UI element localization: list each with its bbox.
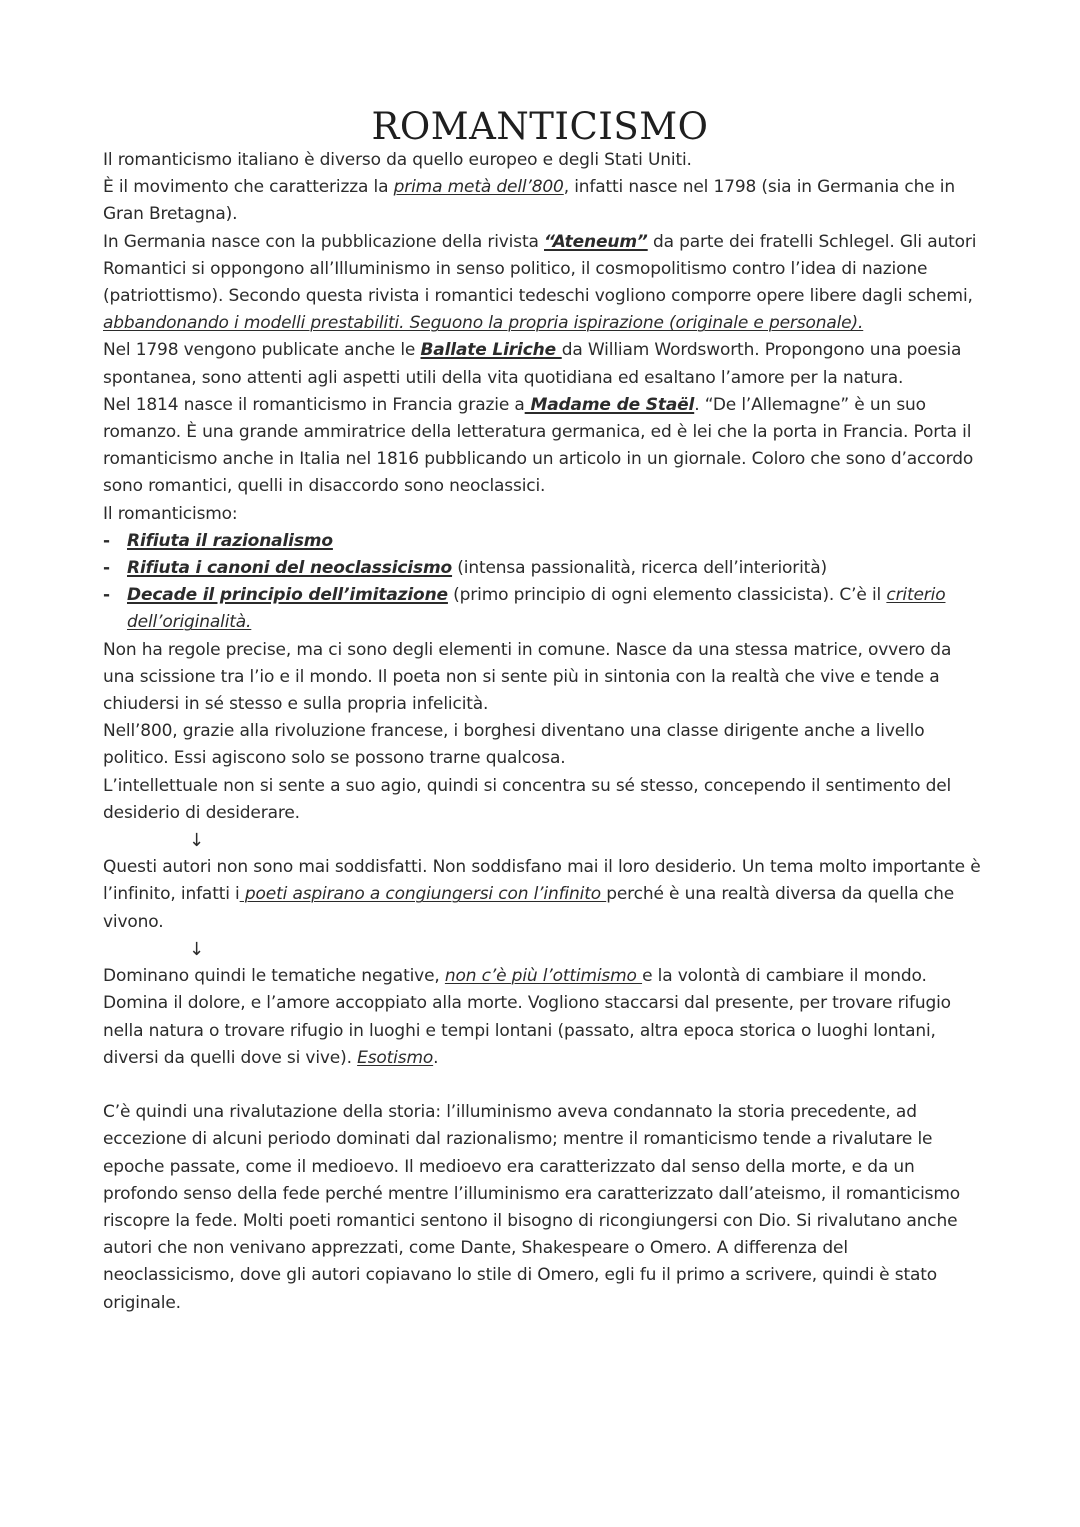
paragraph-infinite <box>103 854 981 936</box>
paragraph-text: C’è quindi una rivalutazione della storia: l’illuminismo aveva condannato la storia precedente, ad eccezione di alcuni periodo dominati dal razionalismo; mentre il romanticismo tende a rivalutare le epoche passate, come il medioevo. Il medioevo era caratterizzato dal senso della morte, e da un profondo senso della fede perché mentre l’illuminismo era caratterizzato dall’ateismo, il romanticismo riscopre la fede. Molti poeti romantici sentono il bisogno di ricongiungersi con Dio. Si rivalutano anche autori che non venivano apprezzati, come Dante, Shakespeare o Omero. A differenza del neoclassicismo, dove gli autori copiavano lo stile di Omero, egli fu il primo a scrivere, quindi è stato originale. <box>103 1102 961 1313</box>
paragraph-text: . <box>433 1047 439 1068</box>
paragraph-negative-themes <box>103 963 981 1072</box>
paragraph-text: Nel 1814 nasce il romanticismo in Francia grazie a <box>103 394 525 415</box>
paragraph-matrix <box>103 637 981 719</box>
paragraph-text: da parte dei fratelli Schlegel. Gli autori Romantici si oppongono all’Illuminismo in senso politico, il cosmopolitismo contro l’idea di nazione (patriottismo). Secondo questa rivista i romantici tedeschi vogliono comporre opere libere dagli schemi, <box>103 231 977 307</box>
paragraph-intellectual <box>103 773 981 827</box>
emphasis-esotismo: Esotismo <box>357 1047 434 1068</box>
list-bullet: - <box>103 585 110 606</box>
list-item <box>103 582 981 636</box>
list-bullet: - <box>103 530 110 551</box>
paragraph-text: Dominano quindi le tematiche negative, <box>103 966 445 987</box>
page-title: ROMANTICISMO <box>371 105 709 148</box>
paragraph-text: In Germania nasce con la pubblicazione della rivista <box>103 231 544 252</box>
paragraph-text: . “De l’Allemagne” è un suo romanzo. È una grande ammiratrice della letteratura germanica, ed è lei che la porta in Francia. Porta il romanticismo anche in Italia nel 1816 pubblicando un articolo in un giornale. Coloro che sono d’accordo sono romantici, quelli in disaccordo sono neoclassici. <box>103 394 974 497</box>
list-bullet: - <box>103 558 110 579</box>
paragraph-text: , infatti nasce nel 1798 (sia in Germania che in Gran Bretagna). <box>103 177 956 225</box>
list-item-emphasis: Rifiuta il razionalismo <box>127 530 333 551</box>
features-list <box>103 528 981 637</box>
paragraph-text: Questi autori non sono mai soddisfatti. Non soddisfano mai il loro desiderio. Un tema molto importante è l’infinito, infatti i <box>103 857 981 905</box>
paragraph-text: Nell’800, grazie alla rivoluzione francese, i borghesi diventano una classe dirigente anche a livello politico. Essi agiscono solo se possono trarne qualcosa. <box>103 721 925 769</box>
emphasis-ateneum: “Ateneum” <box>544 231 648 252</box>
paragraph-text: Non ha regole precise, ma ci sono degli elementi in comune. Nasce da una stessa matrice, ovvero da una scissione tra l’io e il mondo. Il poeta non si sente più in sintonia con la realtà che vive e tende a chiudersi in sé stesso e sulla propria infelicità. <box>103 639 952 715</box>
paragraph-text: perché è una realtà diversa da quella che vivono. <box>103 884 955 932</box>
paragraph-text: L’intellettuale non si sente a suo agio, quindi si concentra su sé stesso, concependo il sentimento del desiderio di desiderare. <box>103 775 952 823</box>
emphasis-ballate-liriche: Ballate Liriche <box>420 340 562 361</box>
emphasis-no-optimism: non c’è più l’ottimismo <box>444 966 643 987</box>
paragraph-text: e la volontà di cambiare il mondo. Domina il dolore, e l’amore accoppiato alla morte. Vogliono staccarsi dal presente, per trovare rifugio nella natura o trovare rifugio in luoghi e tempi lontani (passato, altra epoca storica o luoghi lontani, diversi da quelli dove si vive). <box>103 966 951 1068</box>
list-item-text: (primo principio di ogni elemento classicista). C’è il <box>447 585 887 606</box>
paragraph-germany <box>103 229 981 338</box>
paragraph-britain <box>103 337 981 391</box>
paragraph-text: Il romanticismo italiano è diverso da quello europeo e degli Stati Uniti. <box>103 150 692 170</box>
emphasis-period: prima metà dell’800 <box>393 177 564 198</box>
paragraph-text: È il movimento che caratterizza la <box>103 177 394 198</box>
paragraph-intro <box>103 147 981 174</box>
paragraph-period <box>103 174 981 228</box>
paragraph-list-intro <box>103 501 981 528</box>
paragraph-spacer <box>103 1072 981 1099</box>
paragraph-text: da William Wordsworth. Propongono una poesia spontanea, sono attenti agli aspetti utili della vita quotidiana ed esaltano l’amore per la natura. <box>103 340 962 388</box>
paragraph-bourgeois <box>103 718 981 772</box>
list-item-emphasis-originality: criterio dell’originalità. <box>127 585 946 633</box>
emphasis-abandon-models: abbandonando i modelli prestabiliti. Seguono la propria ispirazione (originale e personale). <box>103 313 864 334</box>
arrow-down-icon: ↓ <box>189 938 204 960</box>
paragraph-history <box>103 1099 981 1317</box>
emphasis-infinite: poeti aspirano a congiungersi con l’infinito <box>239 884 607 905</box>
list-item <box>103 528 981 555</box>
arrow-down-icon: ↓ <box>189 830 204 852</box>
list-item-emphasis: Rifiuta i canoni del neoclassicismo <box>127 558 453 579</box>
paragraph-france <box>103 392 981 501</box>
paragraph-text: Il romanticismo: <box>103 503 238 524</box>
document-body <box>103 147 981 1317</box>
emphasis-madame-de-stael: Madame de Staël <box>524 394 695 415</box>
list-item-text: (intensa passionalità, ricerca dell’interiorità) <box>452 558 827 579</box>
list-item <box>103 555 981 582</box>
list-item-emphasis: Decade il principio dell’imitazione <box>127 585 448 606</box>
paragraph-text: Nel 1798 vengono publicate anche le <box>103 340 421 361</box>
